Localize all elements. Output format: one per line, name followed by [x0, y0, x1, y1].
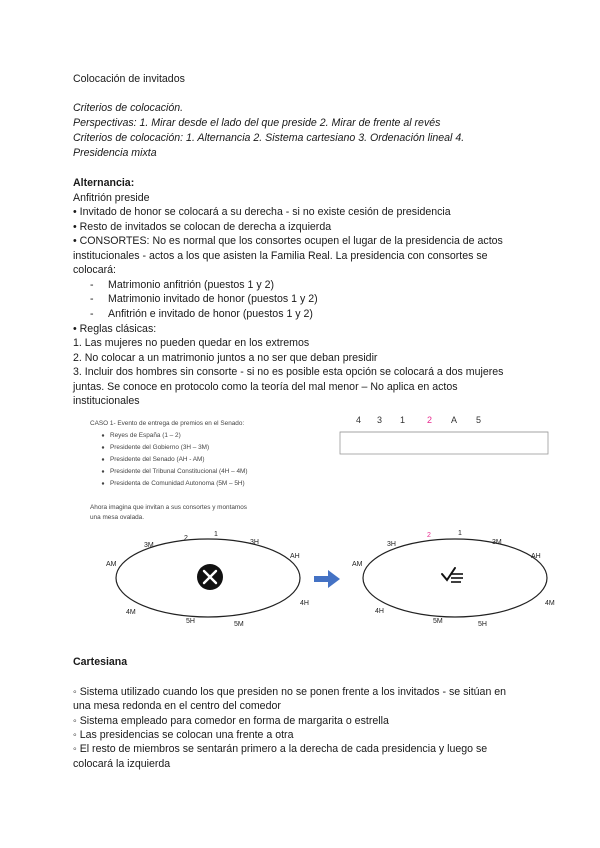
seating-diagram	[86, 412, 556, 634]
seating-graphics	[86, 412, 556, 634]
seat-label: 5M	[433, 618, 443, 625]
rule-continuation: institucionales	[73, 395, 140, 407]
bullet: ◦ Las presidencias se colocan una frente a otra	[73, 729, 294, 741]
case-note: Ahora imagina que invitan a sus consortes y montamos	[90, 504, 248, 511]
row-seat-label: 5	[476, 415, 482, 425]
document-title: Colocación de invitados	[73, 73, 185, 85]
bullet: • Reglas clásicas:	[73, 323, 157, 335]
seat-label: 1	[214, 531, 218, 538]
case-item: Presidente del Gobierno (3H – 3M)	[110, 444, 210, 451]
seat-label: 4H	[375, 608, 384, 615]
rule: 3. Incluir dos hombres sin consorte - si no es posible esta opción se colocará a dos mujeres	[73, 366, 504, 378]
case-item: Reyes de España (1 – 2)	[110, 432, 181, 439]
case-item: Presidente del Tribunal Constitucional (4H – 4M)	[110, 468, 248, 475]
rule-continuation: juntas. Se conoce en protocolo como la teoría del mal menor – No aplica en actos	[73, 381, 458, 393]
bullet-continuation: institucionales - actos a los que asisten la Familia Real. La presidencia con consortes se	[73, 250, 488, 262]
case-title: CASO 1- Evento de entrega de premios en el Senado:	[90, 420, 245, 427]
checklist-icon	[442, 568, 463, 582]
seat-label: AM	[352, 561, 363, 568]
row-seat-label: 2	[427, 415, 433, 425]
criteria-line: Presidencia mixta	[73, 147, 157, 159]
bullet-continuation: colocará la izquierda	[73, 758, 171, 770]
dash-marker: -	[90, 293, 94, 305]
seat-label: 5H	[478, 621, 487, 628]
bullet: • CONSORTES: No es normal que los consortes ocupen el lugar de la presidencia de actos	[73, 235, 503, 247]
criteria-line: Criterios de colocación: 1. Alternancia 2. Sistema cartesiano 3. Ordenación lineal 4.	[73, 132, 465, 144]
row-seat-label: 1	[400, 415, 406, 425]
bullet: ◦ Sistema empleado para comedor en forma de margarita o estrella	[73, 715, 389, 727]
arrow-right-icon	[314, 570, 340, 588]
row-seat-label: 3	[377, 415, 383, 425]
rule: 2. No colocar a un matrimonio juntos a no ser que deban presidir	[73, 352, 378, 364]
row-seat-label: A	[451, 415, 458, 425]
criteria-line: Criterios de colocación.	[73, 102, 184, 114]
dash-item: Matrimonio anfitrión (puestos 1 y 2)	[108, 279, 275, 291]
row-table	[340, 432, 548, 454]
seat-label: 3H	[250, 539, 259, 546]
case-item: Presidente del Senado (AH - AM)	[110, 456, 205, 463]
seat-label: 1	[458, 530, 462, 537]
case-note: una mesa ovalada.	[90, 514, 145, 521]
case-item: Presidenta de Comunidad Autonoma (5M – 5H)	[110, 480, 245, 487]
seat-label: 3H	[387, 541, 396, 548]
dash-marker: -	[90, 308, 94, 320]
seat-label: AH	[531, 553, 541, 560]
row-seat-label: 4	[356, 415, 362, 425]
seat-label: 4H	[300, 600, 309, 607]
rule: 1. Las mujeres no pueden quedar en los extremos	[73, 337, 310, 349]
bullet: ◦ El resto de miembros se sentarán primero a la derecha de cada presidencia y luego se	[73, 743, 488, 755]
section-heading-alternancia: Alternancia:	[73, 177, 135, 189]
bullet-continuation: una mesa redonda en el centro del comedor	[73, 700, 281, 712]
bullet-continuation: colocará:	[73, 264, 116, 276]
seat-label: AH	[290, 553, 300, 560]
seat-label: 4M	[126, 609, 136, 616]
seat-label: 2	[184, 535, 188, 542]
criteria-line: Perspectivas: 1. Mirar desde el lado del que preside 2. Mirar de frente al revés	[73, 117, 441, 129]
right-seat-labels	[352, 530, 555, 628]
row-seats	[356, 415, 481, 425]
dash-item: Matrimonio invitado de honor (puestos 1 y 2)	[108, 293, 318, 305]
bullet: ◦ Sistema utilizado cuando los que presiden no se ponen frente a los invitados - se sitúan en	[73, 686, 507, 698]
seat-label: 3M	[144, 542, 154, 549]
seat-label: 5H	[186, 618, 195, 625]
seat-label: 5M	[234, 621, 244, 628]
seat-label: AM	[106, 561, 117, 568]
section-heading-cartesiana: Cartesiana	[73, 656, 128, 668]
seat-label: 2	[427, 532, 431, 539]
bullet: • Invitado de honor se colocará a su derecha - si no existe cesión de presidencia	[73, 206, 451, 218]
subheading: Anfitrión preside	[73, 192, 150, 204]
seat-label: 3M	[492, 539, 502, 546]
bullet: • Resto de invitados se colocan de derecha a izquierda	[73, 221, 332, 233]
seat-label: 4M	[545, 600, 555, 607]
dash-item: Anfitrión e invitado de honor (puestos 1 y 2)	[108, 308, 313, 320]
dash-marker: -	[90, 279, 94, 291]
